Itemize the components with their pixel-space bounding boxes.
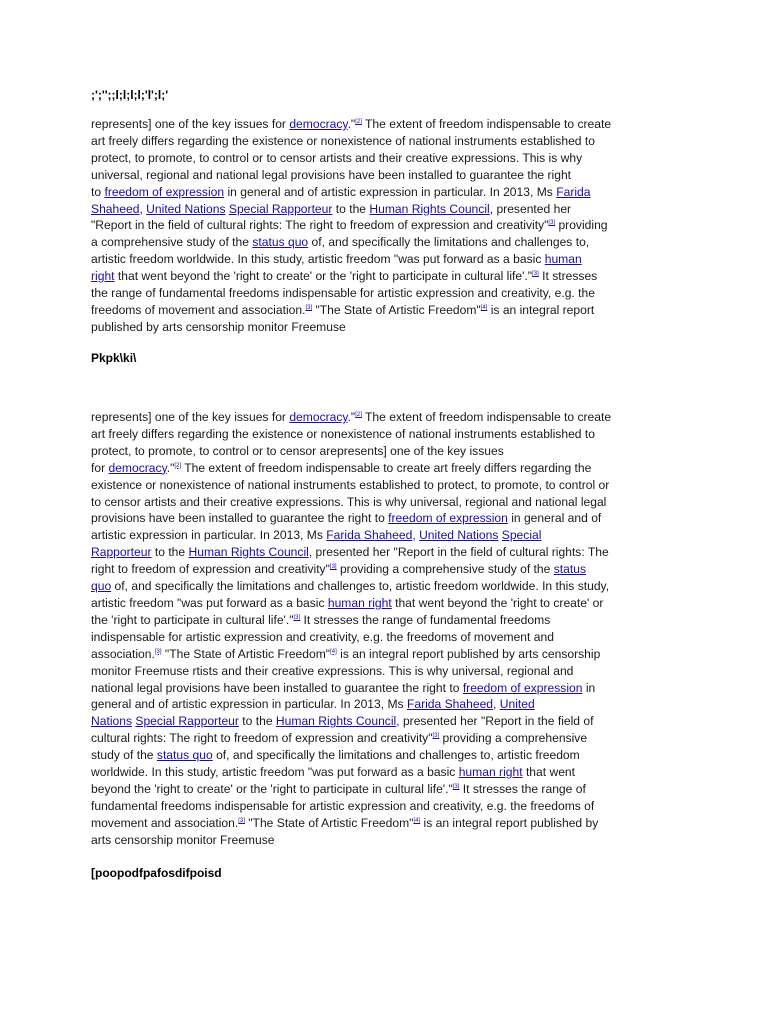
text-run: represents] one of the key issues for — [91, 410, 290, 424]
wiki-link[interactable]: Human Rights Council — [188, 545, 309, 560]
text-run: monitor Freemuse rtists and their creative expressions. This is why universal, regional and — [91, 663, 574, 678]
text-run: to censor artists and their creative expressions. This is why universal, regional and national legal — [91, 494, 607, 509]
citation-link[interactable]: [3] — [532, 271, 539, 278]
text-line — [91, 595, 677, 612]
text-line — [91, 150, 677, 167]
text-run: universal, regional and national legal provisions have been installed to guarantee the right — [91, 167, 572, 182]
text-run: a comprehensive study of the — [91, 235, 253, 250]
text-run: in general and of artistic expression in particular. In 2013, Ms — [224, 184, 557, 199]
text-run: national legal provisions have been installed to guarantee the right to — [91, 680, 463, 695]
text-line — [91, 285, 677, 302]
wiki-link[interactable]: United Nations — [419, 528, 499, 543]
citation-link[interactable]: [3] — [432, 733, 440, 740]
text-line — [91, 133, 677, 150]
text-run: that went beyond the 'right to create' or — [391, 595, 604, 610]
wiki-link[interactable]: status quo — [252, 235, 309, 250]
text-run: protect, to promote, to control or to censor arepresents] one of the key issues — [91, 443, 504, 458]
text-line — [91, 696, 677, 713]
wiki-link[interactable]: Human Rights Council — [275, 714, 397, 729]
text-run: provisions have been installed to guarantee the right to — [91, 511, 389, 526]
wiki-link[interactable]: human right — [327, 595, 392, 610]
heading-3: [poopodfpafosdifpoisd — [91, 866, 222, 880]
text-line — [91, 494, 677, 511]
text-run: that went — [522, 765, 576, 780]
text-run: of, and specifically the limitations and challenges to, artistic freedom worldwide. In this study, — [111, 579, 610, 594]
wiki-link[interactable]: Special Rapporteur — [228, 201, 333, 216]
text-run: artistic freedom "was put forward as a basic — [91, 595, 328, 610]
text-run: published by arts censorship monitor Freemuse — [91, 319, 346, 334]
text-line — [91, 730, 677, 747]
wiki-link[interactable]: United — [499, 697, 535, 712]
text-run: "The State of Artistic Freedom" — [312, 302, 481, 317]
text-line — [91, 268, 677, 285]
text-line — [91, 527, 677, 544]
text-run: is an integral report published by arts censorship — [336, 646, 601, 661]
citation-link[interactable]: [4] — [330, 648, 337, 655]
text-run: artistic freedom worldwide. In this study, artistic freedom "was put forward as a basic — [91, 252, 545, 267]
text-run: providing a comprehensive — [439, 731, 588, 746]
text-line — [91, 443, 677, 460]
text-line — [91, 798, 677, 815]
text-run: The extent of freedom indispensable to create — [361, 117, 612, 131]
text-run: movement and association. — [91, 815, 239, 830]
text-run: providing — [555, 218, 608, 233]
text-run: freedoms of movement and association. — [91, 302, 306, 317]
text-run: It stresses the range of fundamental freedoms — [300, 612, 551, 627]
text-line — [91, 426, 677, 443]
text-line — [91, 319, 677, 336]
text-line — [91, 217, 677, 234]
text-run: It stresses the range of — [459, 781, 586, 796]
text-line — [91, 201, 677, 218]
citation-link[interactable]: [3] — [293, 614, 301, 621]
wiki-link[interactable]: Farida Shaheed — [326, 528, 413, 543]
wiki-link[interactable]: status — [553, 562, 586, 577]
text-run: right to freedom of expression and creativity" — [91, 562, 330, 577]
text-run: to the — [332, 201, 370, 216]
text-run: , presented her — [489, 201, 572, 216]
text-line — [91, 477, 677, 494]
text-run: ." — [347, 117, 356, 131]
citation-superscript — [330, 564, 337, 570]
wiki-link[interactable]: Rapporteur — [91, 545, 152, 560]
wiki-link[interactable]: democracy — [108, 460, 167, 475]
wiki-link[interactable]: Special — [501, 528, 542, 543]
paragraph-1 — [91, 116, 677, 336]
text-line — [91, 680, 677, 697]
text-line — [91, 832, 677, 849]
text-line — [91, 167, 677, 184]
text-run: of, and specifically the limitations and challenges to, — [308, 235, 590, 250]
citation-link[interactable]: [4] — [413, 817, 421, 824]
citation-link[interactable]: [2] — [355, 412, 362, 418]
citation-link[interactable]: [3] — [548, 220, 556, 227]
text-run: general and of artistic expression in particular. In 2013, Ms — [91, 697, 407, 712]
text-line — [91, 561, 677, 578]
citation-link[interactable]: [3] — [154, 648, 162, 655]
text-run: cultural rights: The right to freedom of expression and creativity" — [91, 731, 433, 746]
text-line — [91, 409, 677, 426]
text-run: art freely differs regarding the existence or nonexistence of national instruments established to — [91, 426, 595, 441]
text-line — [91, 764, 677, 781]
wiki-link[interactable]: Human Rights Council — [369, 201, 490, 216]
text-run: artistic expression in particular. In 2013, Ms — [91, 528, 327, 543]
text-line — [91, 251, 677, 268]
text-line — [91, 544, 677, 561]
text-run: fundamental freedoms indispensable for artistic expression and creativity, e.g. the freedoms of — [91, 798, 595, 813]
text-run: arts censorship monitor Freemuse — [91, 832, 275, 847]
text-run: is an integral report published by — [420, 815, 599, 830]
text-run: is an integral report — [487, 302, 595, 317]
heading-1: ;';'';;l;l;l;l;'l';l;' — [91, 88, 169, 102]
wiki-link[interactable]: Special Rapporteur — [135, 714, 239, 729]
text-run: ." — [347, 410, 356, 424]
text-line — [91, 612, 677, 629]
text-line — [91, 234, 677, 251]
wiki-link[interactable]: quo — [91, 579, 112, 594]
wiki-link[interactable]: status quo — [156, 748, 213, 763]
citation-superscript — [532, 271, 539, 277]
text-run: to the — [238, 714, 276, 729]
citation-link[interactable]: [2] — [174, 462, 182, 469]
text-run: ." — [166, 460, 175, 475]
citation-link[interactable]: [2] — [355, 119, 362, 125]
citation-superscript — [330, 649, 337, 655]
text-line — [91, 815, 677, 832]
text-run: The extent of freedom indispensable to create — [361, 410, 612, 424]
wiki-link[interactable]: Shaheed — [91, 201, 140, 216]
text-run: indispensable for artistic expression and creativity, e.g. the freedoms of movement and — [91, 629, 554, 644]
text-run: in — [582, 680, 596, 695]
wiki-link[interactable]: freedom of expression — [462, 680, 583, 695]
citation-link[interactable]: [3] — [452, 783, 460, 790]
text-line — [91, 646, 677, 663]
text-run: for — [91, 460, 109, 475]
text-run: the 'right to participate in cultural life'." — [91, 612, 294, 627]
text-line — [91, 663, 677, 680]
heading-2: Pkpk\ki\ — [91, 351, 137, 365]
text-run: protect, to promote, to control or to censor artists and their creative expressions. This is why — [91, 150, 583, 165]
paragraph-2 — [91, 409, 677, 849]
text-run: represents] one of the key issues for — [91, 117, 290, 131]
text-run: to — [91, 184, 105, 199]
wiki-link[interactable]: right — [91, 269, 115, 284]
text-run: "Report in the field of cultural rights: The right to freedom of expression and creativity" — [91, 218, 549, 233]
text-line — [91, 116, 677, 133]
citation-superscript — [355, 412, 362, 418]
text-line — [91, 578, 677, 595]
text-run: , presented her "Report in the field of cultural rights: The — [308, 545, 609, 560]
wiki-link[interactable]: freedom of expression — [388, 511, 508, 526]
text-line — [91, 747, 677, 764]
text-line — [91, 510, 677, 527]
text-line — [91, 460, 677, 477]
wiki-link[interactable]: human right — [458, 765, 523, 780]
citation-superscript — [238, 818, 245, 824]
text-run: art freely differs regarding the existence or nonexistence of national instruments established to — [91, 133, 595, 148]
citation-link[interactable]: [3] — [329, 564, 337, 571]
text-run: existence or nonexistence of national instruments established to protect, to promote, to control or — [91, 477, 610, 492]
text-run: , — [493, 697, 500, 712]
text-run: study of the — [91, 748, 157, 763]
wiki-link[interactable]: Farida Shaheed — [406, 697, 494, 712]
wiki-link[interactable]: democracy — [289, 117, 348, 131]
text-line — [91, 629, 677, 646]
text-line — [91, 184, 677, 201]
text-run: providing a comprehensive study of the — [336, 562, 554, 577]
text-line — [91, 713, 677, 730]
wiki-link[interactable]: democracy — [289, 410, 348, 424]
text-run: , — [412, 528, 420, 543]
wiki-link[interactable]: Farida — [556, 184, 591, 199]
wiki-link[interactable]: United Nations — [146, 201, 226, 216]
text-run: "The State of Artistic Freedom" — [244, 815, 414, 830]
text-run: in general and of — [507, 511, 602, 526]
wiki-link[interactable]: Nations — [91, 714, 133, 729]
text-run: beyond the 'right to create' or the 'right to participate in cultural life'." — [91, 781, 453, 796]
citation-link[interactable]: [4] — [480, 304, 488, 311]
text-run: It stresses — [538, 269, 598, 284]
wiki-link[interactable]: human — [544, 252, 582, 267]
text-run: that went beyond the 'right to create' or the 'right to participate in cultural life'." — [114, 269, 533, 284]
citation-superscript — [355, 119, 362, 125]
citation-link[interactable]: [3] — [238, 817, 245, 824]
citation-superscript — [155, 649, 162, 655]
text-run: , presented her "Report in the field of — [396, 714, 594, 729]
text-line — [91, 302, 677, 319]
text-line — [91, 781, 677, 798]
text-run: association. — [91, 646, 155, 661]
text-run: , — [139, 201, 147, 216]
citation-link[interactable]: [3] — [305, 304, 313, 311]
text-run: "The State of Artistic Freedom" — [161, 646, 331, 661]
text-run: The extent of freedom indispensable to create art freely differs regarding the — [181, 460, 592, 475]
text-run: the range of fundamental freedoms indispensable for artistic expression and creativity, e.g. the — [91, 286, 595, 301]
text-run: to the — [151, 545, 189, 560]
text-run: worldwide. In this study, artistic freedom "was put forward as a basic — [91, 765, 459, 780]
text-run: of, and specifically the limitations and challenges to, artistic freedom — [212, 748, 580, 763]
wiki-link[interactable]: freedom of expression — [104, 184, 225, 199]
